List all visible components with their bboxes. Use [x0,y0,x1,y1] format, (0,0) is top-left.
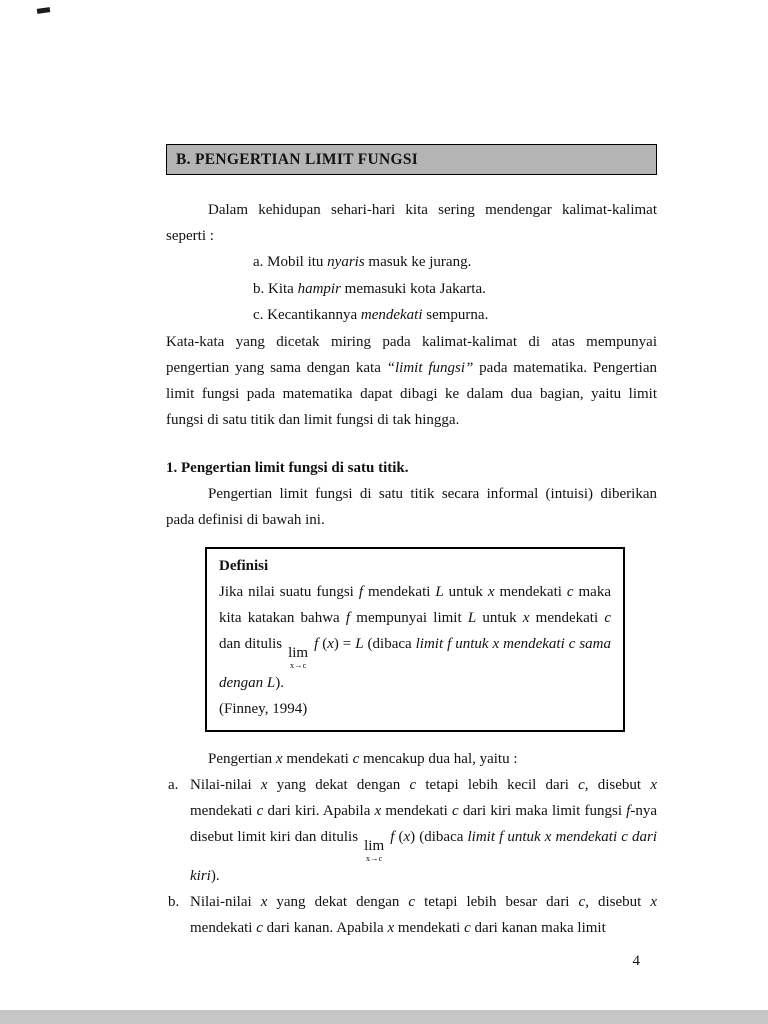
list-item-text: Nilai-nilai x yang dekat dengan c tetapi lebih besar dari c, disebut x mendekati c dari kanan. Apabila x mendekati c dari kanan maka limit [190,893,657,936]
definition-title: Definisi [219,557,269,574]
list-marker: b. [168,893,180,910]
section-header [166,144,657,175]
section-header-title: B. PENGERTIAN LIMIT FUNGSI [176,151,419,168]
definition-source: (Finney, 1994) [219,700,308,717]
subsection-paragraph: Pengertian limit fungsi di satu titik secara informal (intuisi) diberikan pada definisi di bawah ini. [166,485,657,528]
scan-artifact-mark [37,7,51,14]
subsection-heading: 1. Pengertian limit fungsi di satu titik. [166,459,409,476]
list-item-b [166,889,657,941]
list-marker: a. [168,776,179,793]
intro-paragraph-2: Kata-kata yang dicetak miring pada kalimat-kalimat di atas mempunyai pengertian yang sama dengan kata “limit fungsi” pada matematika. Pengertian limit fungsi pada matematika dapat dibagi ke dalam dua bagian, yaitu limit fungsi di satu titik dan limit fungsi di tak hingga. [166,333,657,428]
two-cases-paragraph: Pengertian x mendekati c mencakup dua hal, yaitu : [208,750,518,767]
definition-box [205,547,625,732]
list-item-a [166,772,657,889]
intro-paragraph: Dalam kehidupan sehari-hari kita sering mendengar kalimat-kalimat seperti : [166,202,657,244]
limit-notation: lim x→c [288,644,309,670]
example-sentence-b: b. Kita hampir memasuki kota Jakarta. [253,280,486,297]
scan-edge-strip [0,1010,768,1024]
limit-notation: lim x→c [364,837,385,863]
page-number: 4 [632,953,640,969]
page-content [166,144,657,941]
example-sentence-c: c. Kecantikannya mendekati sempurna. [253,307,489,323]
list-item-text: Nilai-nilai x yang dekat dengan c tetapi lebih kecil dari c, disebut x mendekati c dari kiri. Apabila x mendekati c dari kiri maka limit fungsi f-nya disebut limit kiri dan ditulis lim x→c f (x) (dibaca limit f untuk x mendekati c dari kiri). [190,776,657,884]
example-sentence-list [166,249,657,329]
definition-body: Jika nilai suatu fungsi f mendekati L untuk x mendekati c maka kita katakan bahwa f mempunyai limit L untuk x mendekati c dan ditulis lim x→c f (x) = L (dibaca limit f untuk x mendekati c sama dengan L). [219,583,612,691]
example-sentence-a: a. Mobil itu nyaris masuk ke jurang. [253,254,472,270]
cases-list [166,772,657,941]
